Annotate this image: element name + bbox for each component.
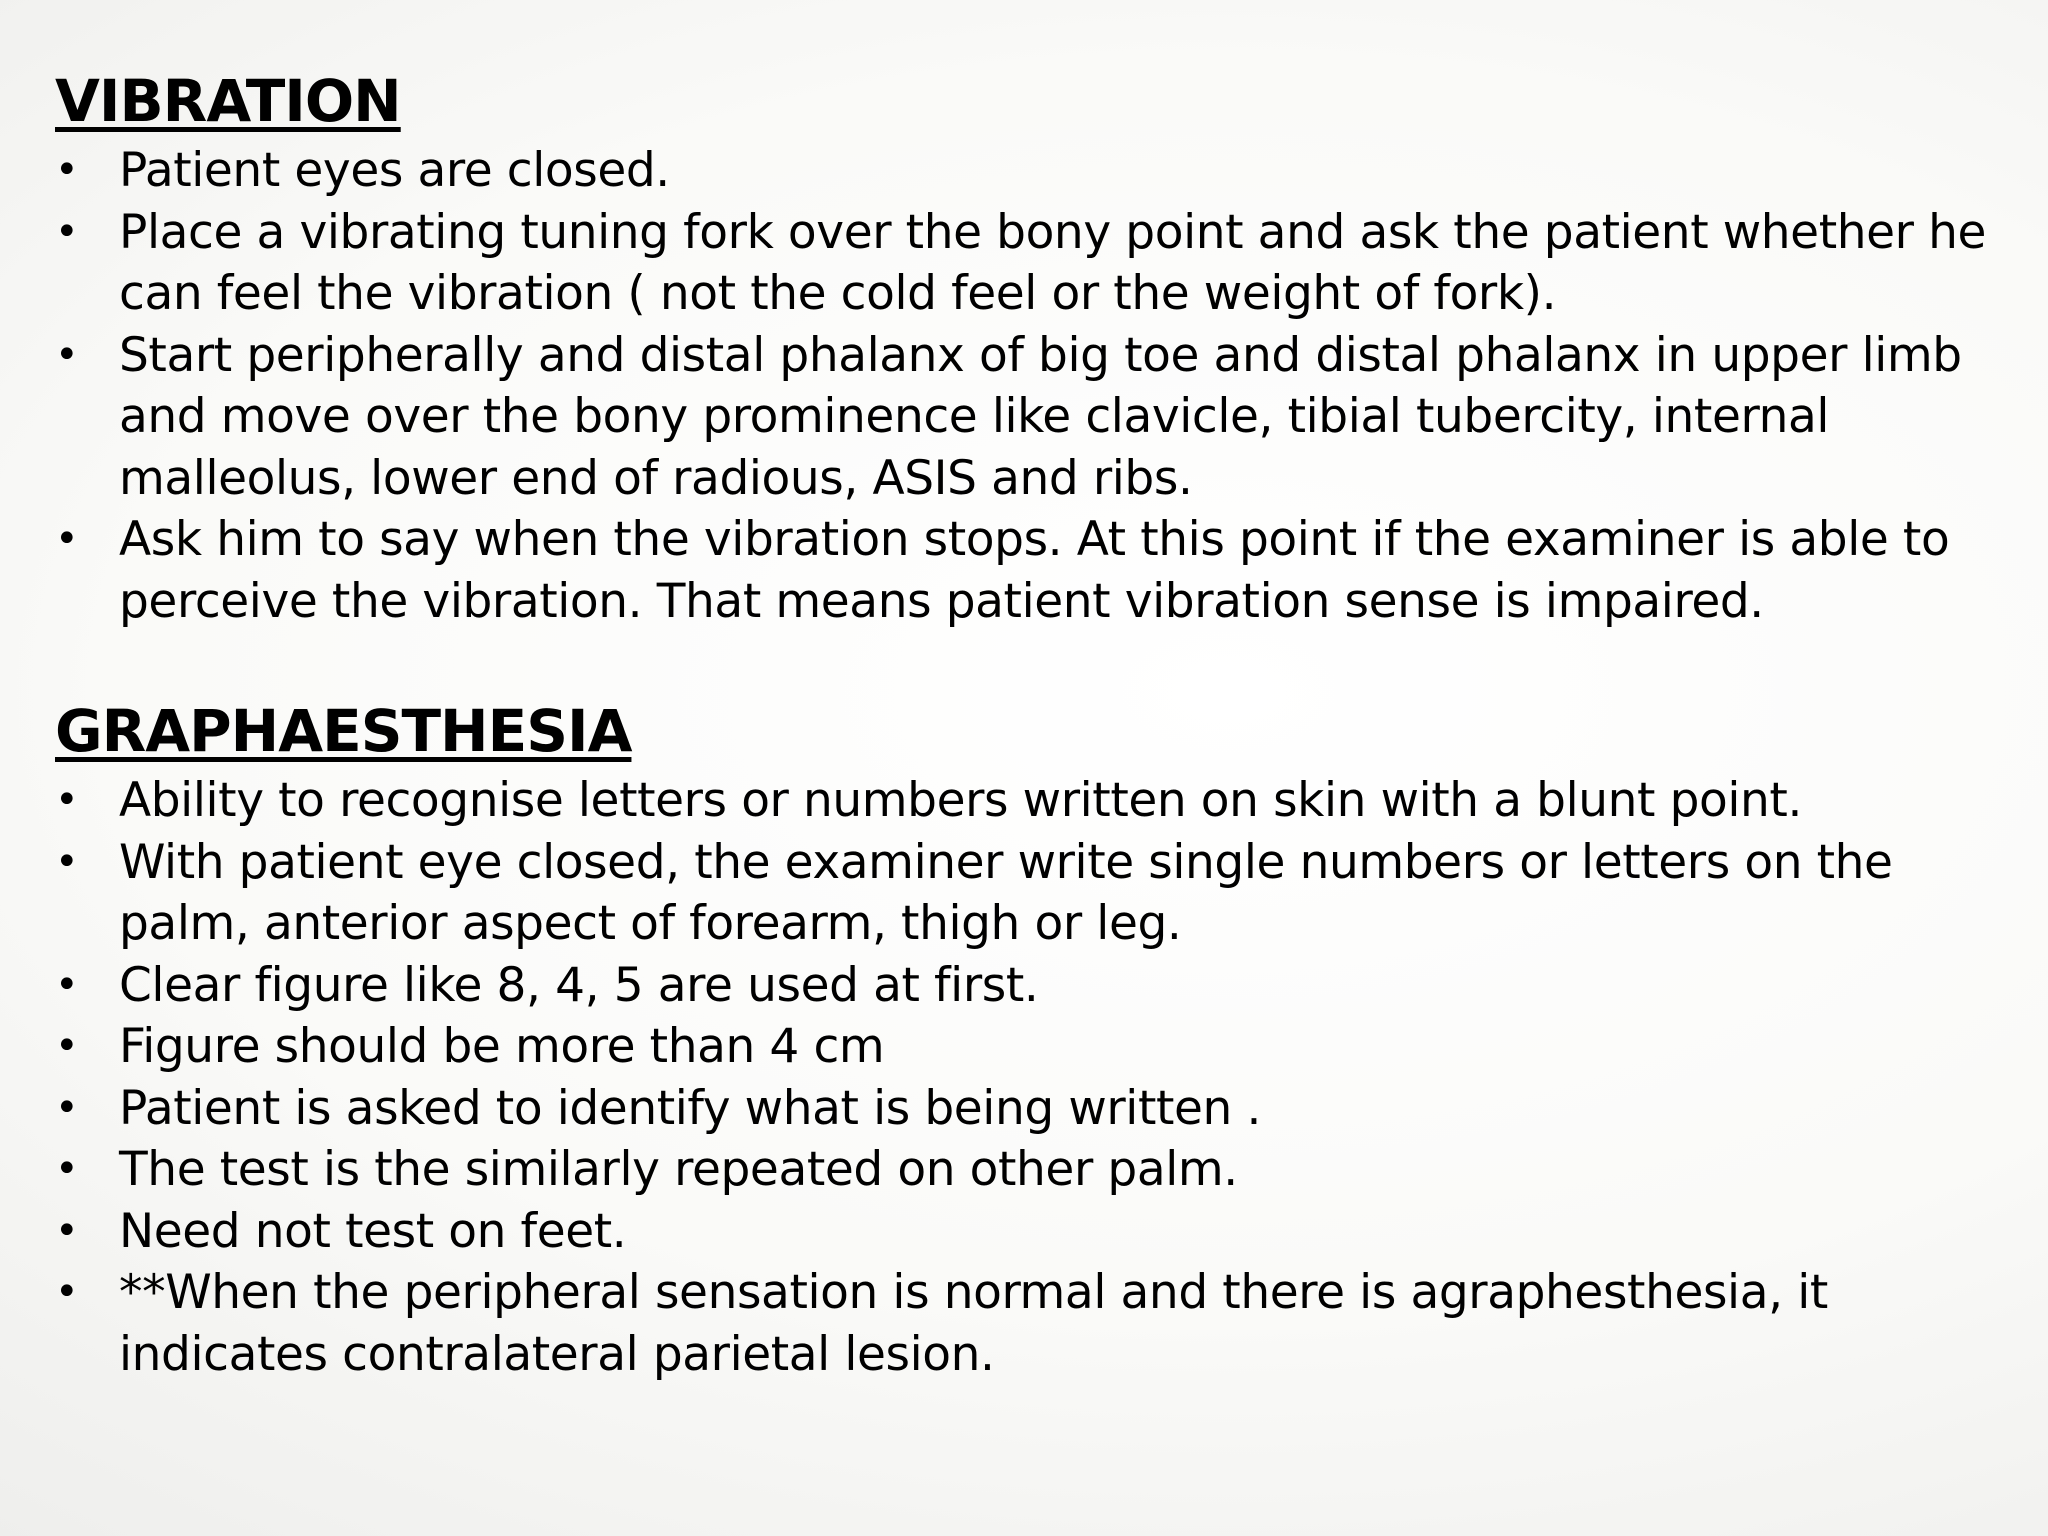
bullet-text: Patient is asked to identify what is being written . [119,1080,1261,1136]
bullet-text: Clear figure like 8, 4, 5 are used at first. [119,957,1039,1013]
bullet-glyph: • [55,208,79,255]
bullet-glyph: • [55,1084,79,1131]
bullet-text: Need not test on feet. [119,1203,627,1259]
bullet-item [55,955,2030,1017]
section-title-graphaesthesia: GRAPHAESTHESIA [55,697,632,765]
bullet-item [55,1201,2030,1263]
bullet-item [55,1016,2030,1078]
bullet-item [55,770,2030,832]
bullet-list-graphaesthesia [55,770,2030,1385]
bullet-glyph: • [55,1269,79,1315]
bullet-glyph: • [55,147,79,193]
bullet-item [55,509,2030,632]
bullet-item [55,1262,2030,1385]
bullet-list-vibration [55,140,2030,632]
bullet-text: Ability to recognise letters or numbers written on skin with a blunt point. [119,773,1802,828]
section-title-vibration: VIBRATION [55,67,401,135]
bullet-glyph: • [55,516,79,562]
slide-content [55,62,2030,1385]
bullet-glyph: • [55,1207,79,1254]
bullet-item [55,202,2030,325]
bullet-text: Ask him to say when the vibration stops. At this point if the examiner is able to perceive the vibration. That means patient vibration sense is impaired. [119,512,1950,629]
bullet-glyph: • [55,1146,79,1192]
bullet-text: Place a vibrating tuning fork over the bony point and ask the patient whether he can feel the vibration ( not the cold feel or the weight of fork). [119,204,1987,321]
section-spacer [55,632,2030,692]
bullet-glyph: • [55,961,79,1008]
bullet-glyph: • [55,838,79,885]
bullet-text: **When the peripheral sensation is normal and there is agraphesthesia, it indicates contralateral parietal lesion. [119,1265,1828,1382]
bullet-text: Start peripherally and distal phalanx of big toe and distal phalanx in upper limb and move over the bony prominence like clavicle, tibial tubercity, internal malleolus, lower end of radious, ASIS and ribs. [119,327,1962,506]
bullet-text: Figure should be more than 4 cm [119,1019,885,1074]
bullet-item [55,325,2030,510]
bullet-text: Patient eyes are closed. [119,143,670,198]
bullet-glyph: • [55,1023,79,1069]
bullet-item [55,1078,2030,1140]
bullet-text: The test is the similarly repeated on other palm. [119,1142,1238,1197]
bullet-text: With patient eye closed, the examiner write single numbers or letters on the palm, anterior aspect of forearm, thigh or leg. [119,834,1893,951]
bullet-item [55,140,2030,202]
bullet-glyph: • [55,777,79,823]
bullet-item [55,1139,2030,1201]
bullet-item [55,832,2030,955]
bullet-glyph: • [55,331,79,378]
